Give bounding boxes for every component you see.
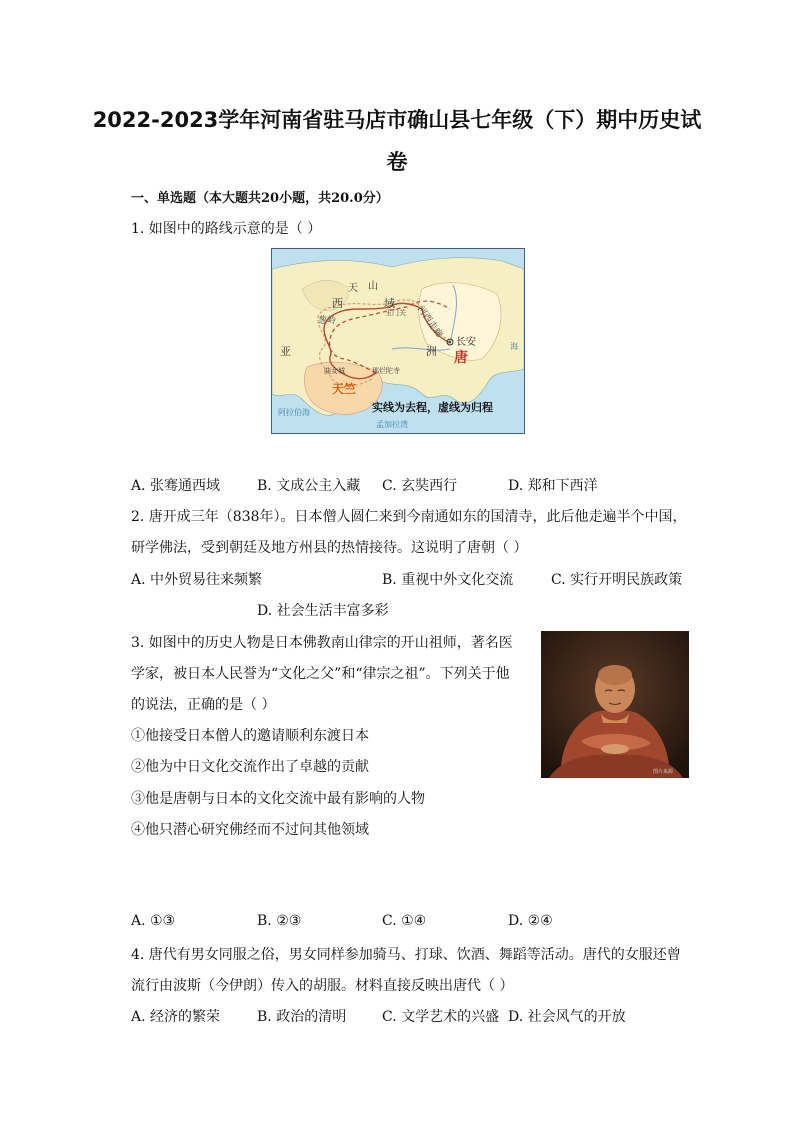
map-label-arab: 阿拉伯海 [278, 408, 310, 417]
q1-stem: 1. 如图中的路线示意的是（ ） [131, 221, 322, 237]
q4-option-a[interactable]: A. 经济的繁荣 [131, 1009, 221, 1025]
map-label-tian: 天 [348, 283, 358, 294]
q2-option-d[interactable]: D. 社会生活丰富多彩 [257, 603, 389, 619]
map-label-hai: 海 [510, 342, 518, 351]
q3-stem-line3: 的说法，正确的是（ ） [131, 697, 276, 713]
route-map-svg [272, 249, 524, 433]
q2-stem-line2: 研学佛法，受到朝廷及地方州县的热情接待。这说明了唐朝（ ） [131, 540, 528, 556]
q2-option-a[interactable]: A. 中外贸易往来频繁 [131, 572, 263, 588]
map-label-yumenguan: 玉门关 [385, 309, 406, 317]
q3-statement-3: ③他是唐朝与日本的文化交流中最有影响的人物 [131, 791, 425, 807]
map-label-yu: 域 [384, 297, 395, 310]
map-label-changan: 长安 [456, 337, 476, 348]
q3-option-a[interactable]: A. ①③ [131, 913, 176, 929]
q4-stem-line2: 流行由波斯（今伊朗）传入的胡服。材料直接反映出唐代（ ） [131, 978, 514, 994]
q1-option-b[interactable]: B. 文成公主入藏 [257, 478, 361, 494]
q4-option-c[interactable]: C. 文学艺术的兴盛 [382, 1009, 500, 1025]
map-label-ya: 亚 [280, 345, 291, 358]
monk-statue-photo [541, 631, 689, 778]
q3-statement-4: ④他只潜心研究佛经而不过问其他领域 [131, 822, 369, 838]
q3-stem-line1: 3. 如图中的历史人物是日本佛教南山律宗的开山祖师，著名医 [131, 635, 513, 651]
map-label-qunvcheng: 曲女城 [324, 367, 345, 375]
map-label-xi: 西 [332, 297, 343, 310]
map-label-tianzhu: 天竺 [332, 382, 357, 396]
map-label-nalantuo: 那烂陀寺 [372, 367, 400, 375]
exam-title-line2: 卷 [386, 150, 408, 174]
q3-statement-2: ②他为中日文化交流作出了卓越的贡献 [131, 759, 369, 775]
map-legend: 实线为去程，虚线为归程 [372, 401, 493, 414]
map-label-zhou: 洲 [426, 345, 437, 358]
map-label-hexi: 河西走廊 [414, 304, 444, 340]
map-label-tang: 唐 [454, 350, 468, 366]
map-label-bengal: 孟加拉湾 [376, 420, 408, 429]
q4-option-b[interactable]: B. 政治的清明 [257, 1009, 347, 1025]
q4-stem-line1: 4. 唐代有男女同服之俗，男女同样参加骑马、打球、饮酒、舞蹈等活动。唐代的女服还曾 [131, 947, 681, 963]
q3-statement-1: ①他接受日本僧人的邀请顺利东渡日本 [131, 728, 369, 744]
monk-statue-svg [541, 631, 689, 778]
q2-stem-line1: 2. 唐开成三年（838年）。日本僧人圆仁来到今南通如东的国清寺，此后他走遍半个中国， [131, 509, 687, 525]
route-map-figure [271, 248, 525, 434]
q1-option-a[interactable]: A. 张骞通西域 [131, 478, 221, 494]
q4-option-d[interactable]: D. 社会风气的开放 [508, 1009, 626, 1025]
map-label-congling: 葱岭 [318, 316, 337, 326]
q3-option-b[interactable]: B. ②③ [257, 913, 302, 929]
map-label-shan: 山 [368, 281, 378, 292]
q1-option-d[interactable]: D. 郑和下西洋 [508, 478, 598, 494]
q1-option-c[interactable]: C. 玄奘西行 [382, 478, 458, 494]
section-heading: 一、单选题（本大题共20小题，共20.0分） [131, 191, 389, 206]
q3-stem-line2: 学家，被日本人民誉为“文化之父”和“律宗之祖”。下列关于他 [131, 666, 510, 682]
q3-option-c[interactable]: C. ①④ [382, 913, 427, 929]
exam-title-line1: 2022-2023学年河南省驻马店市确山县七年级（下）期中历史试 [92, 108, 702, 132]
q3-option-d[interactable]: D. ②④ [508, 913, 553, 929]
q2-option-c[interactable]: C. 实行开明民族政策 [551, 572, 683, 588]
q2-option-b[interactable]: B. 重视中外文化交流 [382, 572, 514, 588]
photo-caption: 图片来源 [653, 769, 674, 775]
